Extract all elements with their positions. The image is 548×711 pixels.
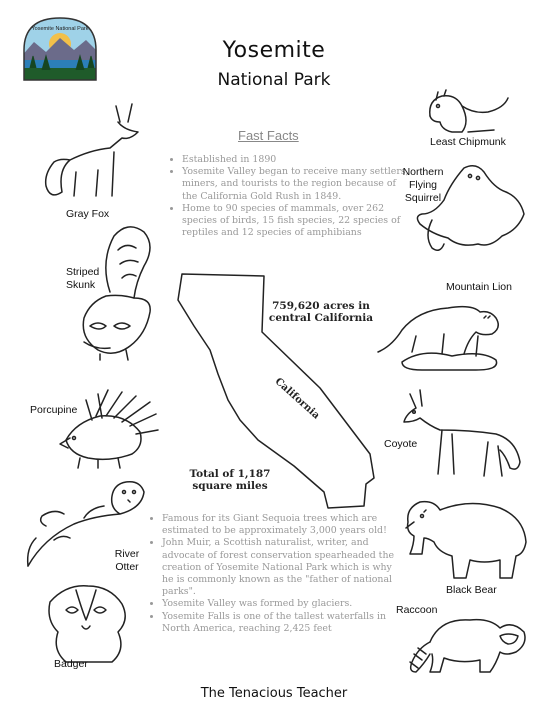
page-subtitle: National Park bbox=[217, 70, 331, 90]
logo-text: Yosemite National Park bbox=[31, 26, 89, 32]
striped-skunk-drawing bbox=[70, 222, 170, 362]
black-bear-drawing bbox=[400, 494, 532, 584]
fact-item: • Yosemite Falls is one of the tallest waterfalls in North America, reaching 2,425 feet bbox=[162, 611, 404, 635]
page-title: Yosemite bbox=[222, 38, 326, 63]
badger-drawing bbox=[36, 580, 142, 666]
porcupine-drawing bbox=[56, 388, 160, 470]
fact-item: • Home to 90 species of mammals, over 262 species of birds, 15 fish species, 22 species of reptiles and 12 species of amphibians bbox=[182, 203, 414, 240]
footer-credit: The Tenacious Teacher bbox=[200, 686, 348, 701]
fact-item: • John Muir, a Scottish naturalist, writer, and advocate of forest conservation spearheaded the creation of Yosemite National Park which is why he is commonly known as the "father of national parks". bbox=[162, 537, 404, 598]
map-state-label: California bbox=[272, 376, 322, 422]
coyote-label: Coyote bbox=[384, 438, 418, 450]
badger-label: Badger bbox=[54, 658, 88, 670]
gray-fox-label: Gray Fox bbox=[66, 208, 110, 220]
fact-item: • Yosemite Valley began to receive many settlers, miners, and tourists to the region because of the California Gold Rush in 1849. bbox=[182, 166, 414, 203]
fast-facts-bottom-list bbox=[150, 513, 404, 635]
coyote-drawing bbox=[400, 386, 524, 482]
fact-item: • Established in 1890 bbox=[182, 154, 414, 166]
map-area-label: Total of 1,187 square miles bbox=[189, 468, 271, 492]
fast-facts-top-list bbox=[170, 154, 414, 239]
river-otter-label: River Otter bbox=[114, 548, 140, 573]
fact-item: • Yosemite Valley was formed by glaciers. bbox=[162, 598, 404, 610]
map-acres-label: 759,620 acres in central California bbox=[268, 300, 374, 324]
least-chipmunk-drawing bbox=[422, 86, 512, 138]
raccoon-drawing bbox=[400, 608, 530, 678]
black-bear-label: Black Bear bbox=[446, 584, 497, 596]
porcupine-label: Porcupine bbox=[30, 404, 78, 416]
mountain-lion-drawing bbox=[372, 290, 532, 372]
fast-facts-heading: Fast Facts bbox=[238, 128, 299, 143]
least-chipmunk-label: Least Chipmunk bbox=[430, 136, 506, 148]
fact-item: • Famous for its Giant Sequoia trees which are estimated to be approximately 3,000 years old! bbox=[162, 513, 404, 537]
flying-squirrel-label: Northern Flying Squirrel bbox=[402, 166, 444, 204]
striped-skunk-label: Striped Skunk bbox=[66, 266, 100, 291]
gray-fox-drawing bbox=[40, 100, 150, 210]
raccoon-label: Raccoon bbox=[396, 604, 438, 616]
mountain-lion-label: Mountain Lion bbox=[446, 281, 512, 293]
